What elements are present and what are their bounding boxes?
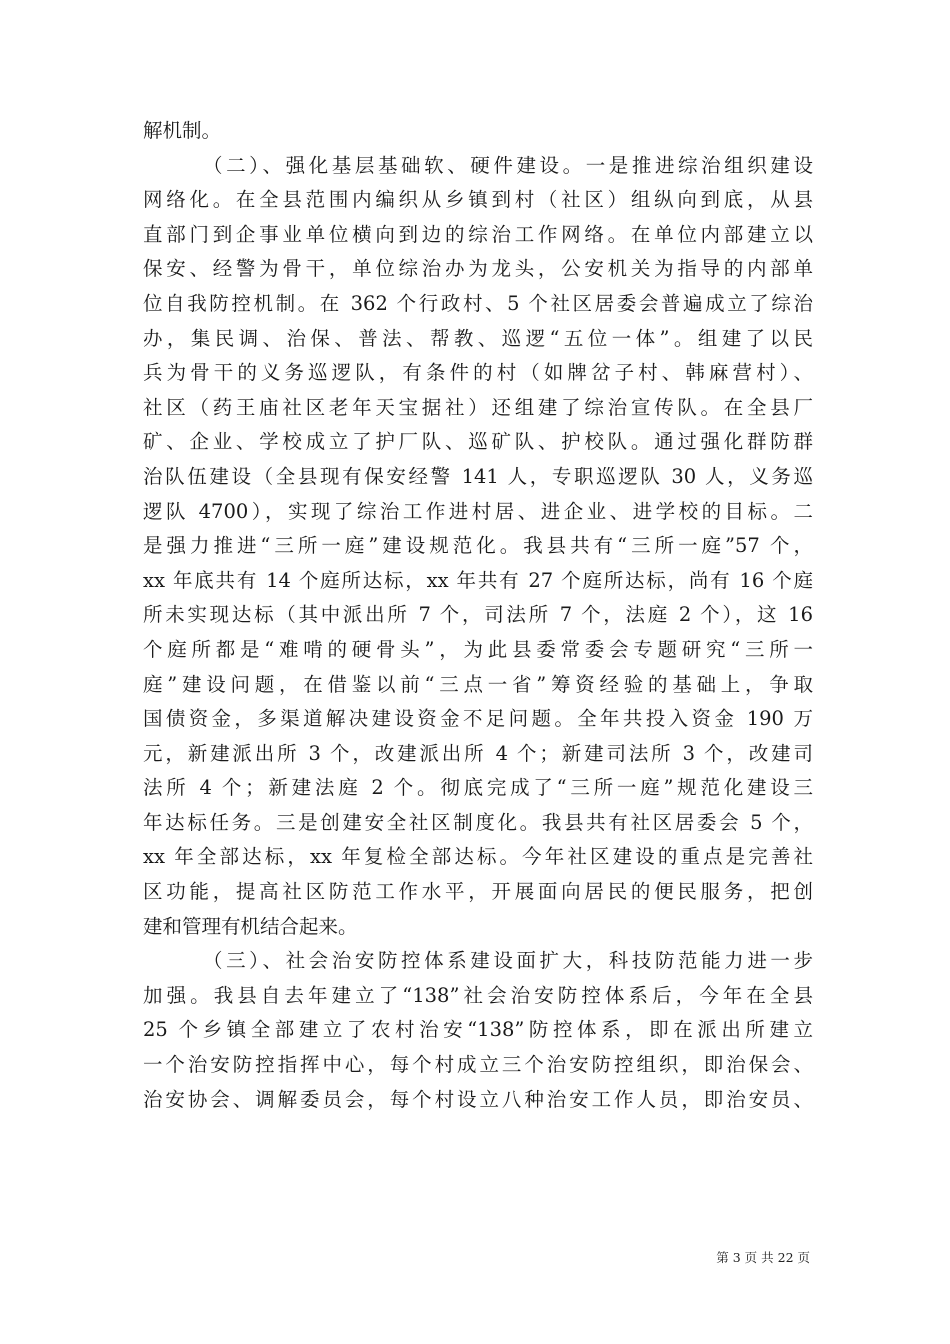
text-line: 法所 4 个；新建法庭 2 个。彻底完成了“三所一庭”规范化建设三 (143, 776, 813, 800)
body-text (143, 114, 813, 1117)
text-line: 建和管理有机结合起来。 (143, 914, 358, 938)
text-line: 国债资金，多渠道解决建设资金不足问题。全年共投入资金 190 万 (143, 707, 813, 731)
text-line: xx 年全部达标，xx 年复检全部达标。今年社区建设的重点是完善社 (143, 845, 813, 869)
text-line: （三）、社会治安防控体系建设面扩大，科技防范能力进一步 (203, 949, 813, 973)
text-line: 个庭所都是“难啃的硬骨头”，为此县委常委会专题研究“三所一 (143, 637, 813, 661)
text-line: 网络化。在全县范围内编织从乡镇到村（社区）组纵向到底，从县 (143, 188, 813, 212)
text-line: 元，新建派出所 3 个，改建派出所 4 个；新建司法所 3 个，改建司 (143, 741, 813, 765)
text-line: 解机制。 (143, 119, 222, 142)
text-line: 庭”建设问题，在借鉴以前“三点一省”筹资经验的基础上，争取 (143, 672, 813, 696)
text-line: 矿、企业、学校成立了护厂队、巡矿队、护校队。通过强化群防群 (143, 430, 813, 454)
text-line: 兵为骨干的义务巡逻队，有条件的村（如牌岔子村、韩麻营村）、 (143, 361, 813, 385)
text-line: 区功能，提高社区防范工作水平，开展面向居民的便民服务，把创 (143, 880, 813, 904)
text-line: 治队伍建设（全县现有保安经警 141 人，专职巡逻队 30 人，义务巡 (143, 464, 813, 488)
text-line: 保安、经警为骨干，单位综治办为龙头，公安机关为指导的内部单 (143, 257, 813, 281)
text-line: 直部门到企事业单位横向到边的综治工作网络。在单位内部建立以 (143, 222, 813, 246)
text-line: 办，集民调、治保、普法、帮教、巡逻“五位一体”。组建了以民 (143, 326, 813, 350)
text-line: 社区（药王庙社区老年天宝据社）还组建了综治宣传队。在全县厂 (143, 395, 813, 419)
text-line: （二）、强化基层基础软、硬件建设。一是推进综治组织建设 (203, 153, 813, 177)
text-line: 一个治安防控指挥中心，每个村成立三个治安防控组织，即治保会、 (143, 1053, 813, 1077)
text-line: 是强力推进“三所一庭”建设规范化。我县共有“三所一庭”57 个， (143, 534, 813, 558)
text-line: 治安协会、调解委员会，每个村设立八种治安工作人员，即治安员、 (143, 1087, 813, 1111)
text-line: 加强。我县自去年建立了“138”社会治安防控体系后，今年在全县 (143, 983, 813, 1007)
text-line: 25 个乡镇全部建立了农村治安“138”防控体系，即在派出所建立 (143, 1018, 813, 1042)
text-line: 逻队 4700），实现了综治工作进村居、进企业、进学校的目标。二 (143, 499, 813, 523)
text-line: 所未实现达标（其中派出所 7 个，司法所 7 个，法庭 2 个），这 16 (143, 603, 813, 627)
text-line: 年达标任务。三是创建安全社区制度化。我县共有社区居委会 5 个， (143, 810, 813, 834)
page-number: 第 3 页 共 22 页 (716, 1250, 810, 1265)
text-line: 位自我防控机制。在 362 个行政村、5 个社区居委会普遍成立了综治 (143, 291, 813, 315)
text-line: xx 年底共有 14 个庭所达标，xx 年共有 27 个庭所达标，尚有 16 个庭 (143, 568, 813, 592)
